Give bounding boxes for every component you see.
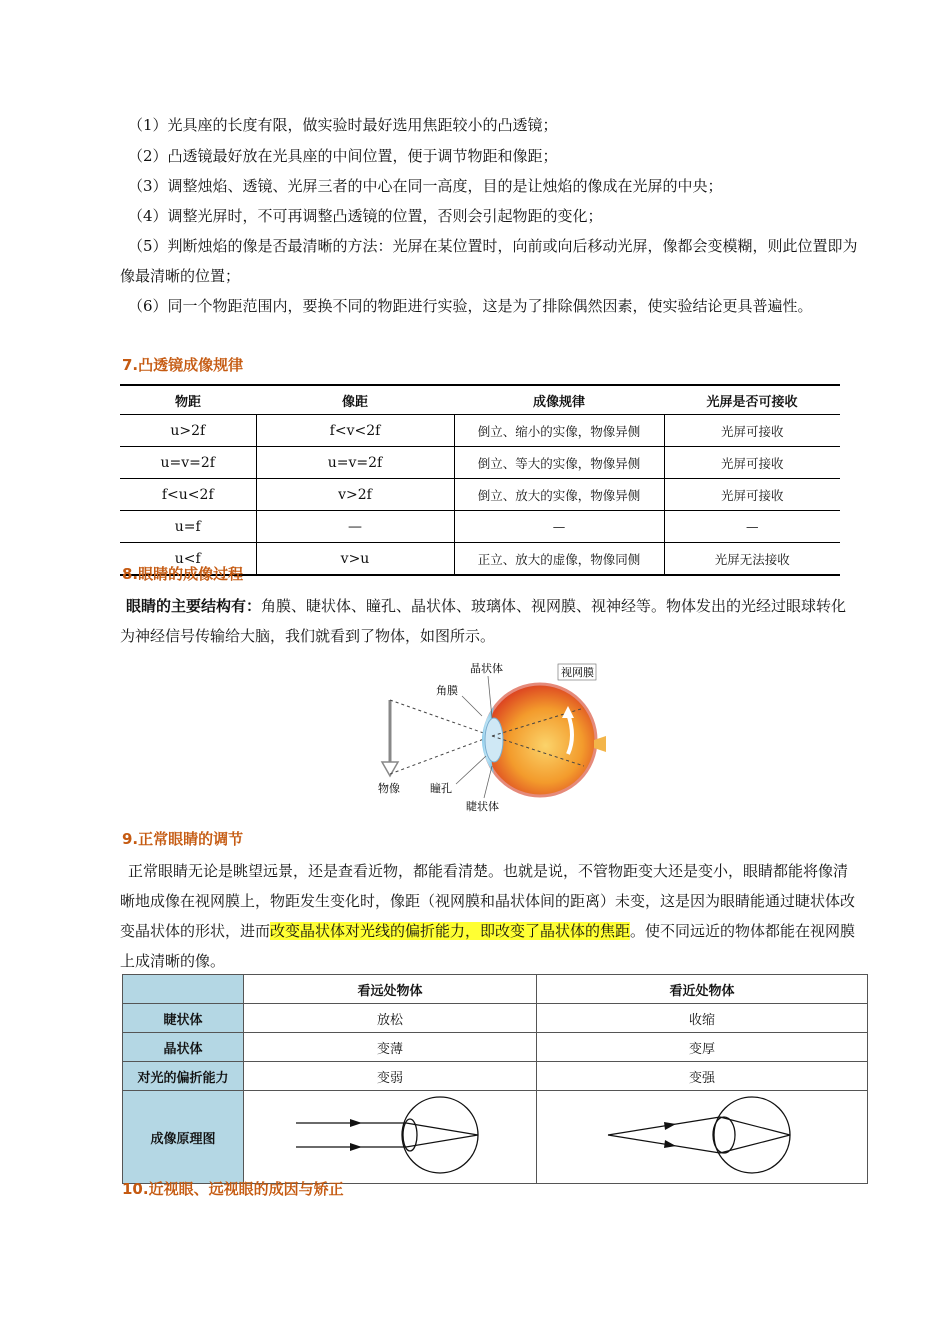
- table-row: [123, 1091, 868, 1184]
- eye-adjustment-table: [122, 974, 868, 1184]
- cell: 光屏可接收: [664, 447, 840, 479]
- cell: 倒立、缩小的实像，物像异侧: [454, 415, 664, 447]
- lens-imaging-table: [120, 384, 840, 576]
- note-2: （2）凸透镜最好放在光具座的中间位置，便于调节物距和像距；: [128, 147, 558, 165]
- leader-cornea: [462, 696, 482, 716]
- ray-1-refracted: [720, 1117, 790, 1135]
- cell: 倒立、等大的实像，物像异侧: [454, 447, 664, 479]
- cell: 变弱: [244, 1062, 537, 1091]
- cell: v>u: [256, 543, 454, 576]
- cell: —: [664, 511, 840, 543]
- cell: u=v=2f: [256, 447, 454, 479]
- section-8-lead: 眼睛的主要结构有：: [126, 597, 262, 615]
- header-image-distance: 像距: [256, 385, 454, 415]
- ray-1: [608, 1117, 720, 1135]
- crystalline-lens: [485, 718, 503, 762]
- table-row: [123, 1033, 868, 1062]
- cell: u>2f: [120, 415, 256, 447]
- label-pupil: 瞳孔: [430, 782, 452, 795]
- ray-2: [608, 1135, 720, 1153]
- corner-cell: [123, 975, 244, 1004]
- section-9-body: [120, 856, 860, 976]
- ray-2-refracted: [720, 1135, 790, 1153]
- cell: 光屏无法接收: [664, 543, 840, 576]
- header-imaging-rule: 成像规律: [454, 385, 664, 415]
- cell: —: [454, 511, 664, 543]
- row-label: 对光的偏折能力: [123, 1062, 244, 1091]
- near-diagram-cell: [537, 1091, 868, 1184]
- arrowhead-1: [664, 1122, 676, 1130]
- note-1: （1）光具座的长度有限，做实验时最好选用焦距较小的凸透镜；: [128, 116, 558, 134]
- section-9-text-start: 正常眼睛无论是眺望远景，还是查看近物，都能看清楚。也就是说，不管物距变大还是变小，眼睛都能将像清晰地成像在视网膜上，物距发生变化时，像距（视网膜和晶状体间的距离）未变，这是因为眼睛能通过睫状体改变晶状体的形状，进而: [120, 862, 856, 940]
- header-object-distance: 物距: [120, 385, 256, 415]
- row-label: 成像原理图: [123, 1091, 244, 1184]
- section-8-body: [120, 591, 860, 651]
- row-label: 睫状体: [123, 1004, 244, 1033]
- section-9-text-end: 。使不同远近的物体都能在视网膜上成清晰的像。: [120, 922, 856, 970]
- ray-bottom: [390, 736, 492, 774]
- thick-lens: [713, 1117, 735, 1153]
- cell: f<u<2f: [120, 479, 256, 511]
- leader-ciliary: [484, 766, 492, 798]
- table-header-row: [123, 975, 868, 1004]
- cell: 变厚: [537, 1033, 868, 1062]
- note-5: （5）判断烛焰的像是否最清晰的方法：光屏在某位置时，向前或向后移动光屏，像都会变模糊，则此位置即为像最清晰的位置；: [120, 237, 858, 285]
- table-row: [120, 415, 840, 447]
- cell: 放松: [244, 1004, 537, 1033]
- section-8-text: 角膜、睫状体、瞳孔、晶状体、玻璃体、视网膜、视神经等。物体发出的光经过眼球转化为神经信号传输给大脑，我们就看到了物体，如图所示。: [120, 597, 847, 645]
- label-cornea: 角膜: [436, 684, 458, 697]
- cell: u<f: [120, 543, 256, 576]
- note-6: （6）同一个物距范围内，要换不同的物距进行实验，这是为了排除偶然因素，使实验结论更具普遍性。: [128, 297, 813, 315]
- table-row: [120, 447, 840, 479]
- cell: 光屏可接收: [664, 415, 840, 447]
- cell: 光屏可接收: [664, 479, 840, 511]
- cell: 收缩: [537, 1004, 868, 1033]
- arrowhead-1: [350, 1119, 362, 1127]
- cell: 变薄: [244, 1033, 537, 1062]
- cell: 正立、放大的虚像，物像同侧: [454, 543, 664, 576]
- cell: f<v<2f: [256, 415, 454, 447]
- table-row: [123, 1004, 868, 1033]
- table-row: [123, 1062, 868, 1091]
- section-9-highlight: 改变晶状体对光线的偏折能力，即改变了晶状体的焦距: [270, 922, 631, 940]
- cell: 变强: [537, 1062, 868, 1091]
- eye-structure-figure: [372, 656, 612, 816]
- section-10-heading: 10.近视眼、远视眼的成因与矫正: [122, 1180, 344, 1198]
- arrowhead-2: [664, 1140, 676, 1148]
- note-4: （4）调整光屏时，不可再调整凸透镜的位置，否则会引起物距的变化；: [128, 207, 603, 225]
- label-object: 物像: [378, 782, 400, 795]
- cell: v>2f: [256, 479, 454, 511]
- table-row: [120, 511, 840, 543]
- header-near-object: 看近处物体: [537, 975, 868, 1004]
- header-far-object: 看远处物体: [244, 975, 537, 1004]
- far-vision-diagram: [280, 1093, 500, 1177]
- near-vision-diagram: [592, 1093, 812, 1177]
- label-ciliary: 睫状体: [466, 800, 499, 813]
- row-label: 晶状体: [123, 1033, 244, 1062]
- ray-top: [390, 700, 492, 736]
- section-8-heading: 8.眼睛的成像过程: [122, 565, 244, 583]
- header-screen-receive: 光屏是否可接收: [664, 385, 840, 415]
- label-retina: 视网膜: [561, 666, 594, 679]
- cell: 倒立、放大的实像，物像异侧: [454, 479, 664, 511]
- section-9-heading: 9.正常眼睛的调节: [122, 830, 244, 848]
- cell: u=v=2f: [120, 447, 256, 479]
- arrowhead-2: [350, 1143, 362, 1151]
- table-header-row: [120, 385, 840, 415]
- note-3: （3）调整烛焰、透镜、光屏三者的中心在同一高度，目的是让烛焰的像成在光屏的中央；: [128, 177, 723, 195]
- far-diagram-cell: [244, 1091, 537, 1184]
- leader-pupil: [456, 756, 486, 784]
- cell: u=f: [120, 511, 256, 543]
- label-lens: 晶状体: [470, 662, 503, 675]
- cell: —: [256, 511, 454, 543]
- eyeball-outline: [402, 1097, 478, 1173]
- eyeball-outline: [714, 1097, 790, 1173]
- table-row: [120, 479, 840, 511]
- section-7-heading: 7.凸透镜成像规律: [122, 356, 244, 374]
